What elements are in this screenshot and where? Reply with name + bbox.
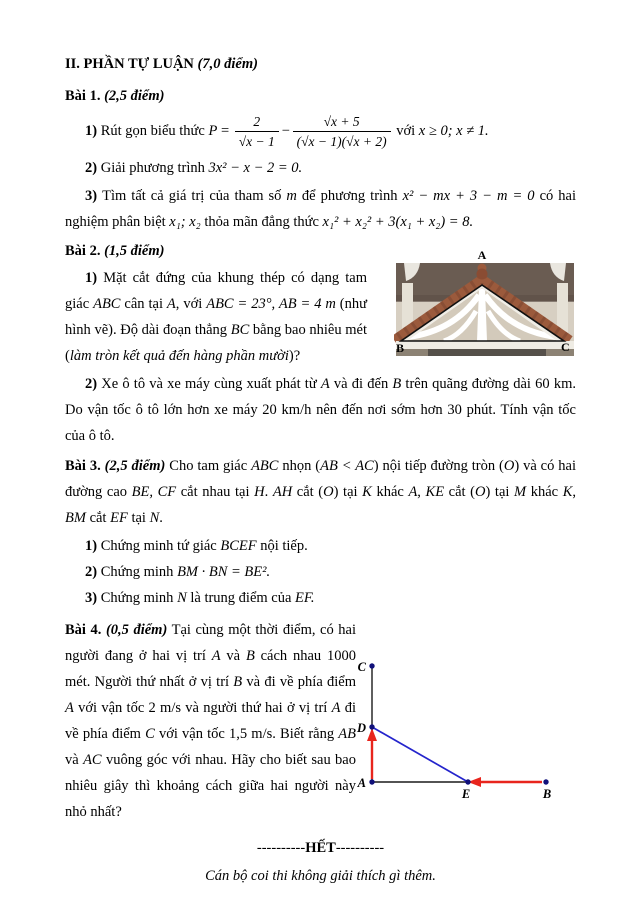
arrow-a-to-d — [367, 728, 377, 779]
arrow-b-to-e — [468, 777, 542, 787]
diagram-label-e: E — [461, 787, 471, 801]
bai3-intro: Bài 3. (2,5 điểm) Cho tam giác ABC nhọn (AB < AC) nội tiếp đường tròn (O) và có hai đường cao BE, CF cắt nhau tại H. AH cắt (O) tại K khác A, KE cắt (O) tại M khác K, BM cắt EF tại N. — [65, 458, 577, 526]
distance-diagram-figure — [356, 651, 576, 801]
section-title: II. PHẦN TỰ LUẬN (7,0 điểm) — [65, 56, 258, 72]
point-a — [369, 779, 374, 784]
diagram-label-a: A — [357, 776, 366, 790]
diagram-points — [369, 663, 548, 784]
diagram-label-b: B — [542, 787, 552, 801]
point-b — [543, 779, 548, 784]
bai2-heading: Bài 2. (1,5 điểm) — [65, 243, 165, 259]
fraction-2-denominator: (√x − 1)(√x + 2) — [296, 134, 387, 149]
gable-vertex-label-b: B — [396, 341, 405, 355]
segment-de — [372, 727, 468, 782]
bai3-question-3: 3) Chứng minh N là trung điểm của EF. — [85, 590, 315, 606]
footer-note: Cán bộ coi thi không giải thích gì thêm. — [205, 868, 436, 884]
bai3-question-1: 1) Chứng minh tứ giác BCEF nội tiếp. — [85, 538, 308, 554]
gable-vertex-label-a: A — [477, 249, 487, 262]
gable-photo-figure — [394, 249, 576, 361]
bai1-question-1 — [65, 112, 576, 151]
bai1-question-2: 2) Giải phương trình 3x² − x − 2 = 0. — [85, 160, 303, 176]
gable-photo — [394, 263, 574, 356]
bai2-text-column — [65, 239, 367, 369]
fraction-1 — [235, 112, 279, 151]
bai2-question-2: 2) Xe ô tô và xe máy cùng xuất phát từ A và đi đến B trên quãng đường dài 60 km. Do vận tốc ô tô lớn hơn xe máy 20 km/h nên đến nơi sớm hơn 30 phút. Tính vận tốc của ô tô. — [65, 376, 576, 444]
bai1-question-3: 3) Tìm tất cả giá trị của tham số m để phương trình x² − mx + 3 − m = 0 có hai nghiệm phân biệt x₁; x₂ thỏa mãn đẳng thức x₁² + x₂² + 3(x₁ + x₂) = 8. — [65, 188, 576, 230]
bai1-q1-lead: 1) Rút gọn biểu thức P = — [85, 122, 233, 139]
end-marker: ----------HẾT---------- — [256, 840, 385, 856]
bai2-question-1: 1) Mặt cắt đứng của khung thép có dạng tam giác ABC cân tại A, với ABC = 23°, AB = 4 m (như hình vẽ). Độ dài đoạn thẳng BC bằng bao nhiêu mét (làm tròn kết quả đến hàng phần mười)? — [65, 270, 367, 364]
point-d — [369, 724, 374, 729]
bai2-block — [65, 239, 576, 369]
bai1-heading: Bài 1. (2,5 điểm) — [65, 88, 165, 104]
bai1-q1-condition: với x ≥ 0; x ≠ 1. — [392, 122, 489, 139]
minus-operator: − — [280, 122, 291, 139]
fraction-1-denominator: √x − 1 — [238, 134, 275, 149]
diagram-label-c: C — [357, 660, 366, 674]
point-e — [465, 779, 470, 784]
bai4-paragraph: Bài 4. (0,5 điểm) Tại cùng một thời điểm, có hai người đang ở hai vị trí A và B cách nhau 1000 mét. Người thứ nhất ở vị trí B và đi về phía điểm A với vận tốc 2 m/s và người thứ hai ở vị trí A đi về phía điểm C với vận tốc 1,5 m/s. Biết rằng AB và AC vuông góc với nhau. Hãy cho biết sau bao nhiêu giây thì khoảng cách giữa hai người này nhỏ nhất? — [65, 622, 357, 820]
bai3-question-2: 2) Chứng minh BM · BN = BE². — [85, 564, 271, 580]
diagram-label-d: D — [356, 721, 366, 735]
bai4-block — [65, 617, 576, 825]
fraction-2-numerator: √x + 5 — [293, 112, 391, 132]
gable-vertex-label-c: C — [561, 340, 570, 354]
point-c — [369, 663, 374, 668]
fraction-1-numerator: 2 — [235, 112, 279, 132]
fraction-2 — [293, 112, 391, 151]
